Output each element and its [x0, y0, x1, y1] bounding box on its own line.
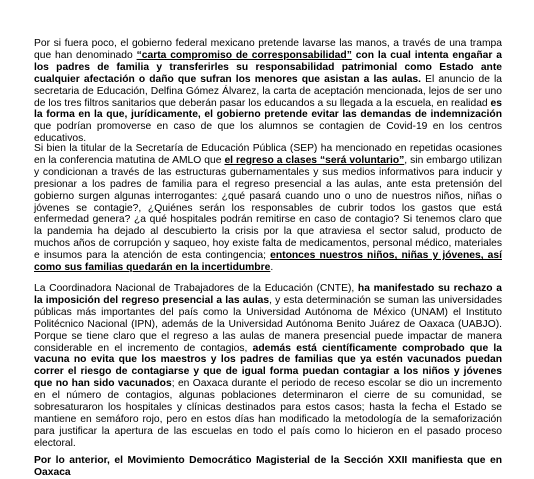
paragraph-2 [34, 143, 502, 274]
text-segment: además está científicamente comprobado que la vacuna no evita que los maestros y los padres de familias que ya estén vacunados puedan correr el riesgo de contagiarse y que de igual forma puedan contagiar a los niños y jóvenes que no han sido vacunados [34, 342, 502, 390]
text-segment: ; en Oaxaca durante el periodo de receso escolar se dio un incremento en el número de contagios, algunas poblaciones determinaron el cierre de su comunidad, se sobresaturaron los hospitales y clínicas destinados para estos casos; hasta la fecha el Estado se mantiene en semáforo rojo, pero en estos días han modificado la metodología de la semaforización para justificar la apertura de las escuelas en todo el país como lo hicieron en el pasado proceso electoral. [34, 378, 502, 449]
text-segment: “carta compromiso de corresponsabilidad” [136, 49, 352, 61]
paragraph-3 [34, 283, 502, 450]
text-segment: Por si fuera poco, el gobierno federal mexicano pretende lavarse las manos, a través de una trampa que han denominado [34, 38, 502, 61]
text-segment: ha manifestado su rechazo a la imposición del regreso presencial a las aulas [34, 283, 502, 306]
text-segment: Si bien la titular de la Secretaría de Educación Pública (SEP) ha mencionado en repetidas ocasiones en la conferencia matutina de AMLO que [34, 143, 502, 166]
text-segment: que podrían promoverse en caso de que los alumnos se contagien de Covid-19 en los centros educativos. [34, 121, 502, 145]
text-segment: , y esta determinación se suman las universidades públicas más importantes del país como la Universidad Autónoma de México (UNAM) el Instituto Politécnico Nacional (IPN), además de la Universidad Autónoma Benito Juárez de Oaxaca (UABJO). Porque se tiene claro que el regreso a las aulas de manera presencial puede impactar de manera considerable en el incremento de contagios, [34, 294, 502, 354]
bold-emphasis [224, 155, 404, 166]
text-segment: el regreso a clases “será voluntario” [224, 154, 405, 166]
text-segment: , sin embargo utilizan y condicionan a través de las estructuras gubernamentales y sus medios informativos para inducir y presionar a los padres de familia para el regreso presencial a las aulas, ante esta pretensión del gobierno surgen algunas interrogantes: ¿qué pasará cuando uno o uno de nuestros niños, niñas o jóvenes se contagie?, ¿Quiénes serán los responsables de cubrir todos los gastos que está enfermedad genera? ¿a qué hospitales podrán remitirse en caso de contagio? Si tenemos claro que la pandemia ha dejado al descubierto la crisis por la que atraviesa el sector salud, producto de muchos años de corrupción y saqueo, hoy existe falta de medicamentos, personal médico, materiales e insumos para la atención de esta contingencia; [34, 154, 502, 262]
text-segment: entonces nuestros niños, niñas y jóvenes, así como sus familias quedarán en la incertidumbre [34, 250, 502, 274]
text-segment: . [270, 262, 274, 274]
paragraph-1 [34, 38, 502, 145]
bold-emphasis [34, 455, 502, 478]
text-segment: El anuncio de la secretaria de Educación, Delfina Gómez Álvarez, la carta de aceptación mencionada, lejos de ser uno de los tres filtros sanitarios que deberán pasar los educandos a su llegada a la escuela, en realidad [34, 73, 502, 109]
paragraph-4 [34, 455, 502, 479]
bold-emphasis [137, 50, 352, 61]
underline [224, 155, 404, 166]
text-segment: La Coordinadora Nacional de Trabajadores de la Educación (CNTE), [34, 283, 358, 294]
underline [137, 50, 352, 61]
text-segment: es la forma en la que, jurídicamente, el gobierno pretende evitar las demandas de indemnización [34, 97, 502, 121]
text-segment: con la cual intenta engañar a los padres de familia y transferirles su responsabilidad patrimonial como Estado ante cualquier afectación o daño que sufran los menores que asistan a las aulas. [34, 49, 502, 85]
text-segment: Por lo anterior, el Movimiento Democrático Magisterial de la Sección XXII manifiesta que en Oaxaca [34, 455, 502, 478]
